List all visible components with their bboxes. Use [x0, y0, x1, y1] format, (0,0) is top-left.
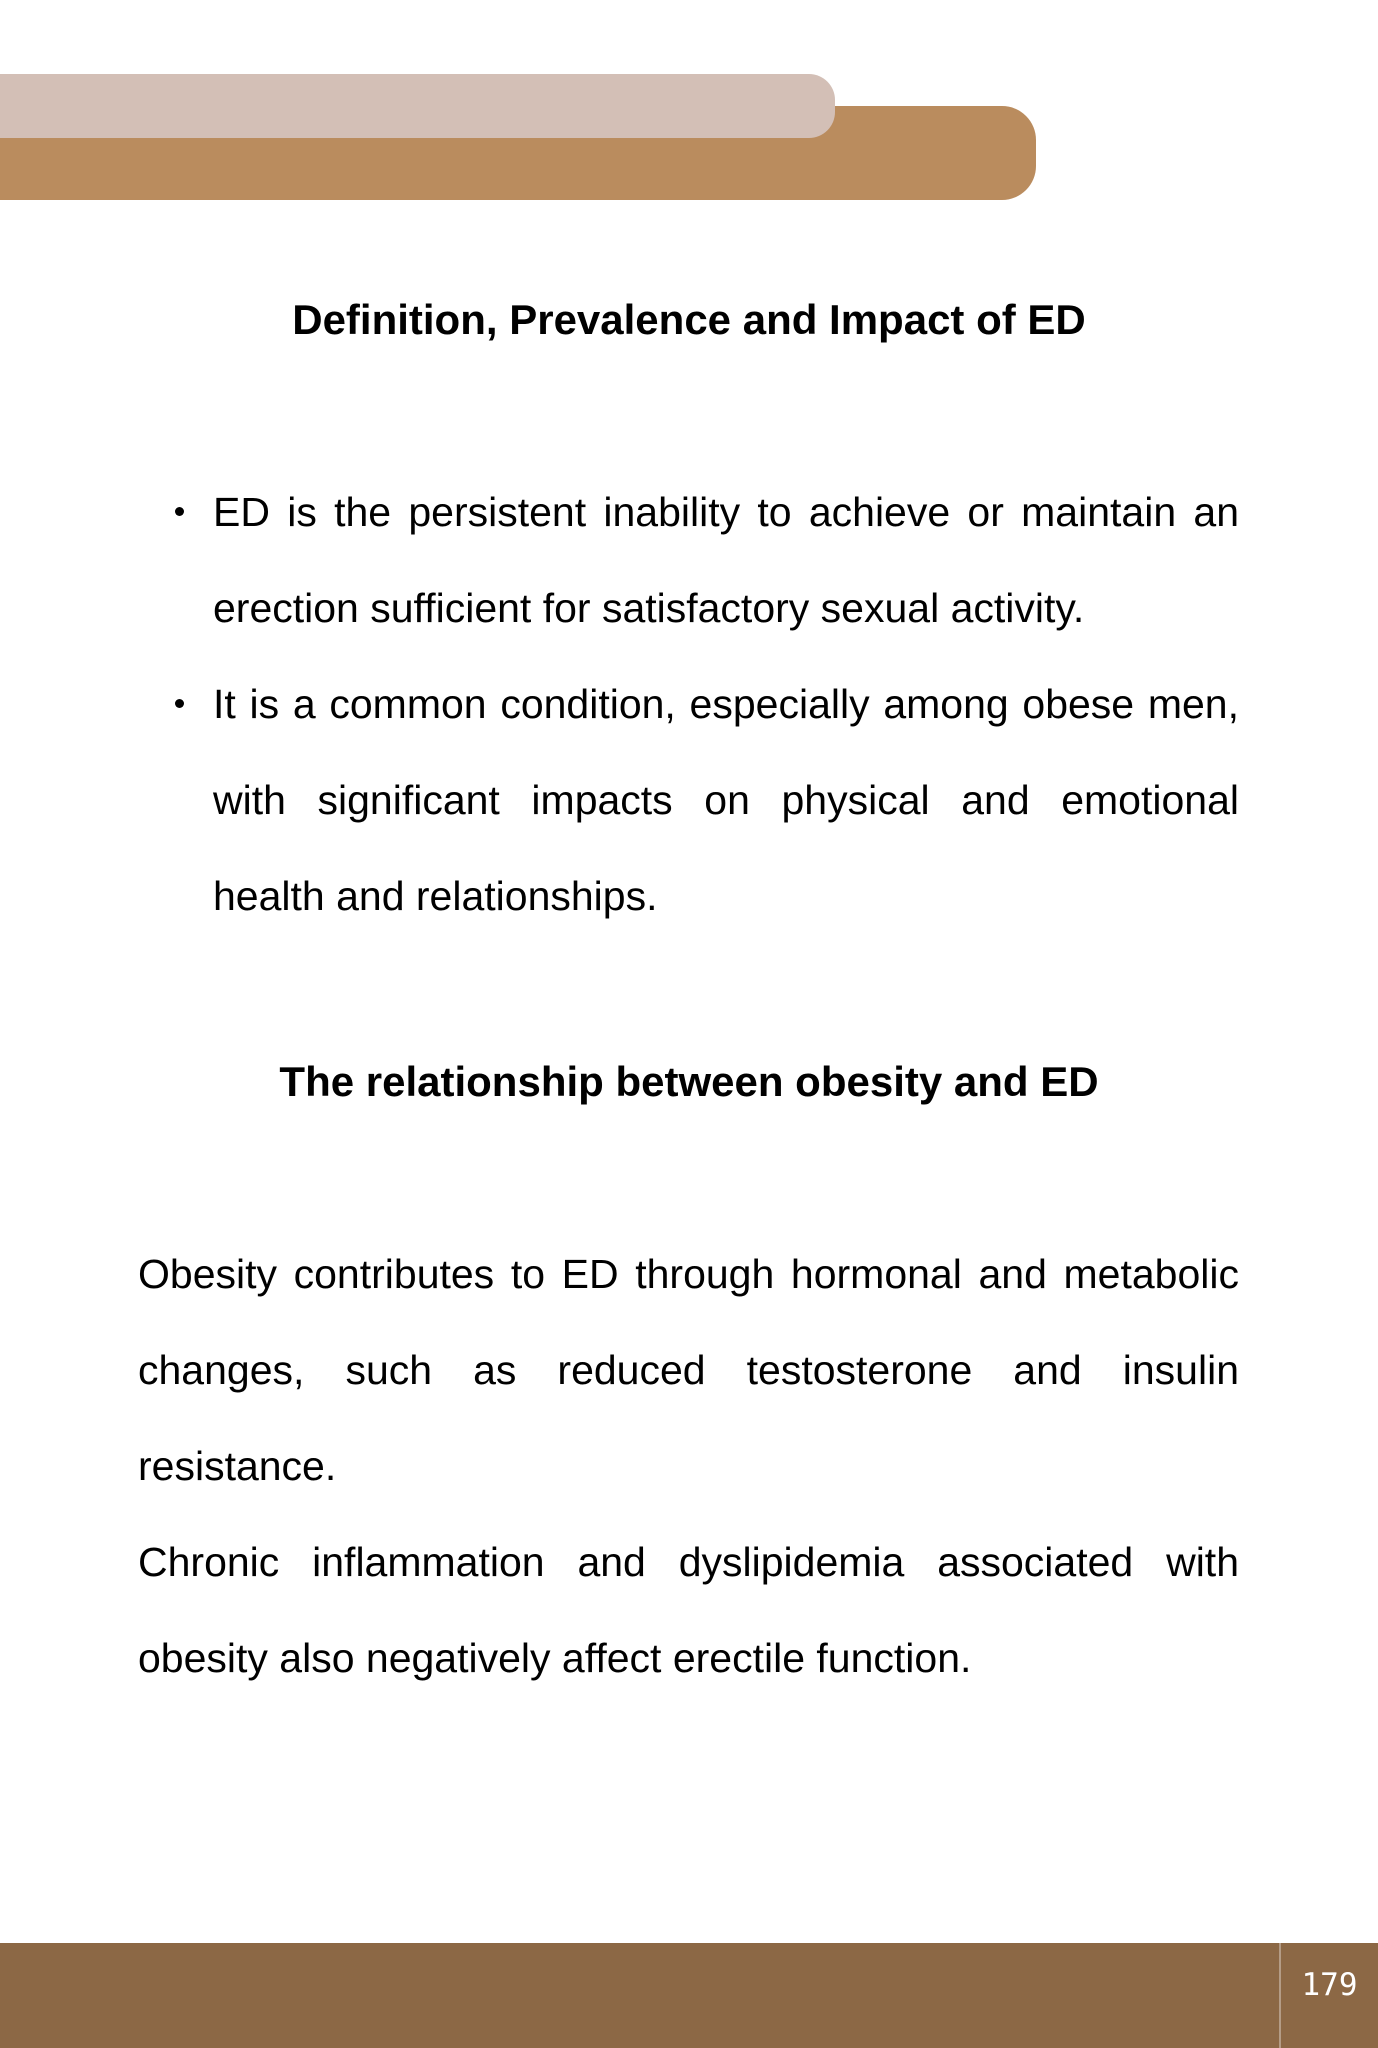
bullet-text: It is a common condition, especially among obese men, with significant impacts on physical and emotional health and relationships. — [213, 681, 1239, 919]
body-paragraph: Obesity contributes to ED through hormonal and metabolic changes, such as reduced testosterone and insulin resistance. — [138, 1251, 1239, 1489]
page-number: 179 — [1301, 1967, 1358, 2003]
definition-bullet-list — [213, 464, 1239, 944]
bullet-item — [213, 656, 1239, 944]
bullet-text: ED is the persistent inability to achieve or maintain an erection sufficient for satisfactory sexual activity. — [213, 489, 1239, 631]
body-paragraph: Chronic inflammation and dyslipidemia associated with obesity also negatively affect erectile function. — [138, 1539, 1239, 1681]
footer-bar — [0, 1943, 1378, 2048]
section-heading-relationship: The relationship between obesity and ED — [279, 1058, 1099, 1105]
bullet-item — [213, 464, 1239, 656]
relationship-body — [138, 1226, 1239, 1706]
header-decor-bar-secondary — [0, 74, 835, 138]
bullet-dot-icon — [175, 507, 184, 516]
bullet-dot-icon — [175, 699, 184, 708]
section-heading-definition: Definition, Prevalence and Impact of ED — [292, 296, 1086, 343]
page-number-box — [1279, 1943, 1378, 2048]
